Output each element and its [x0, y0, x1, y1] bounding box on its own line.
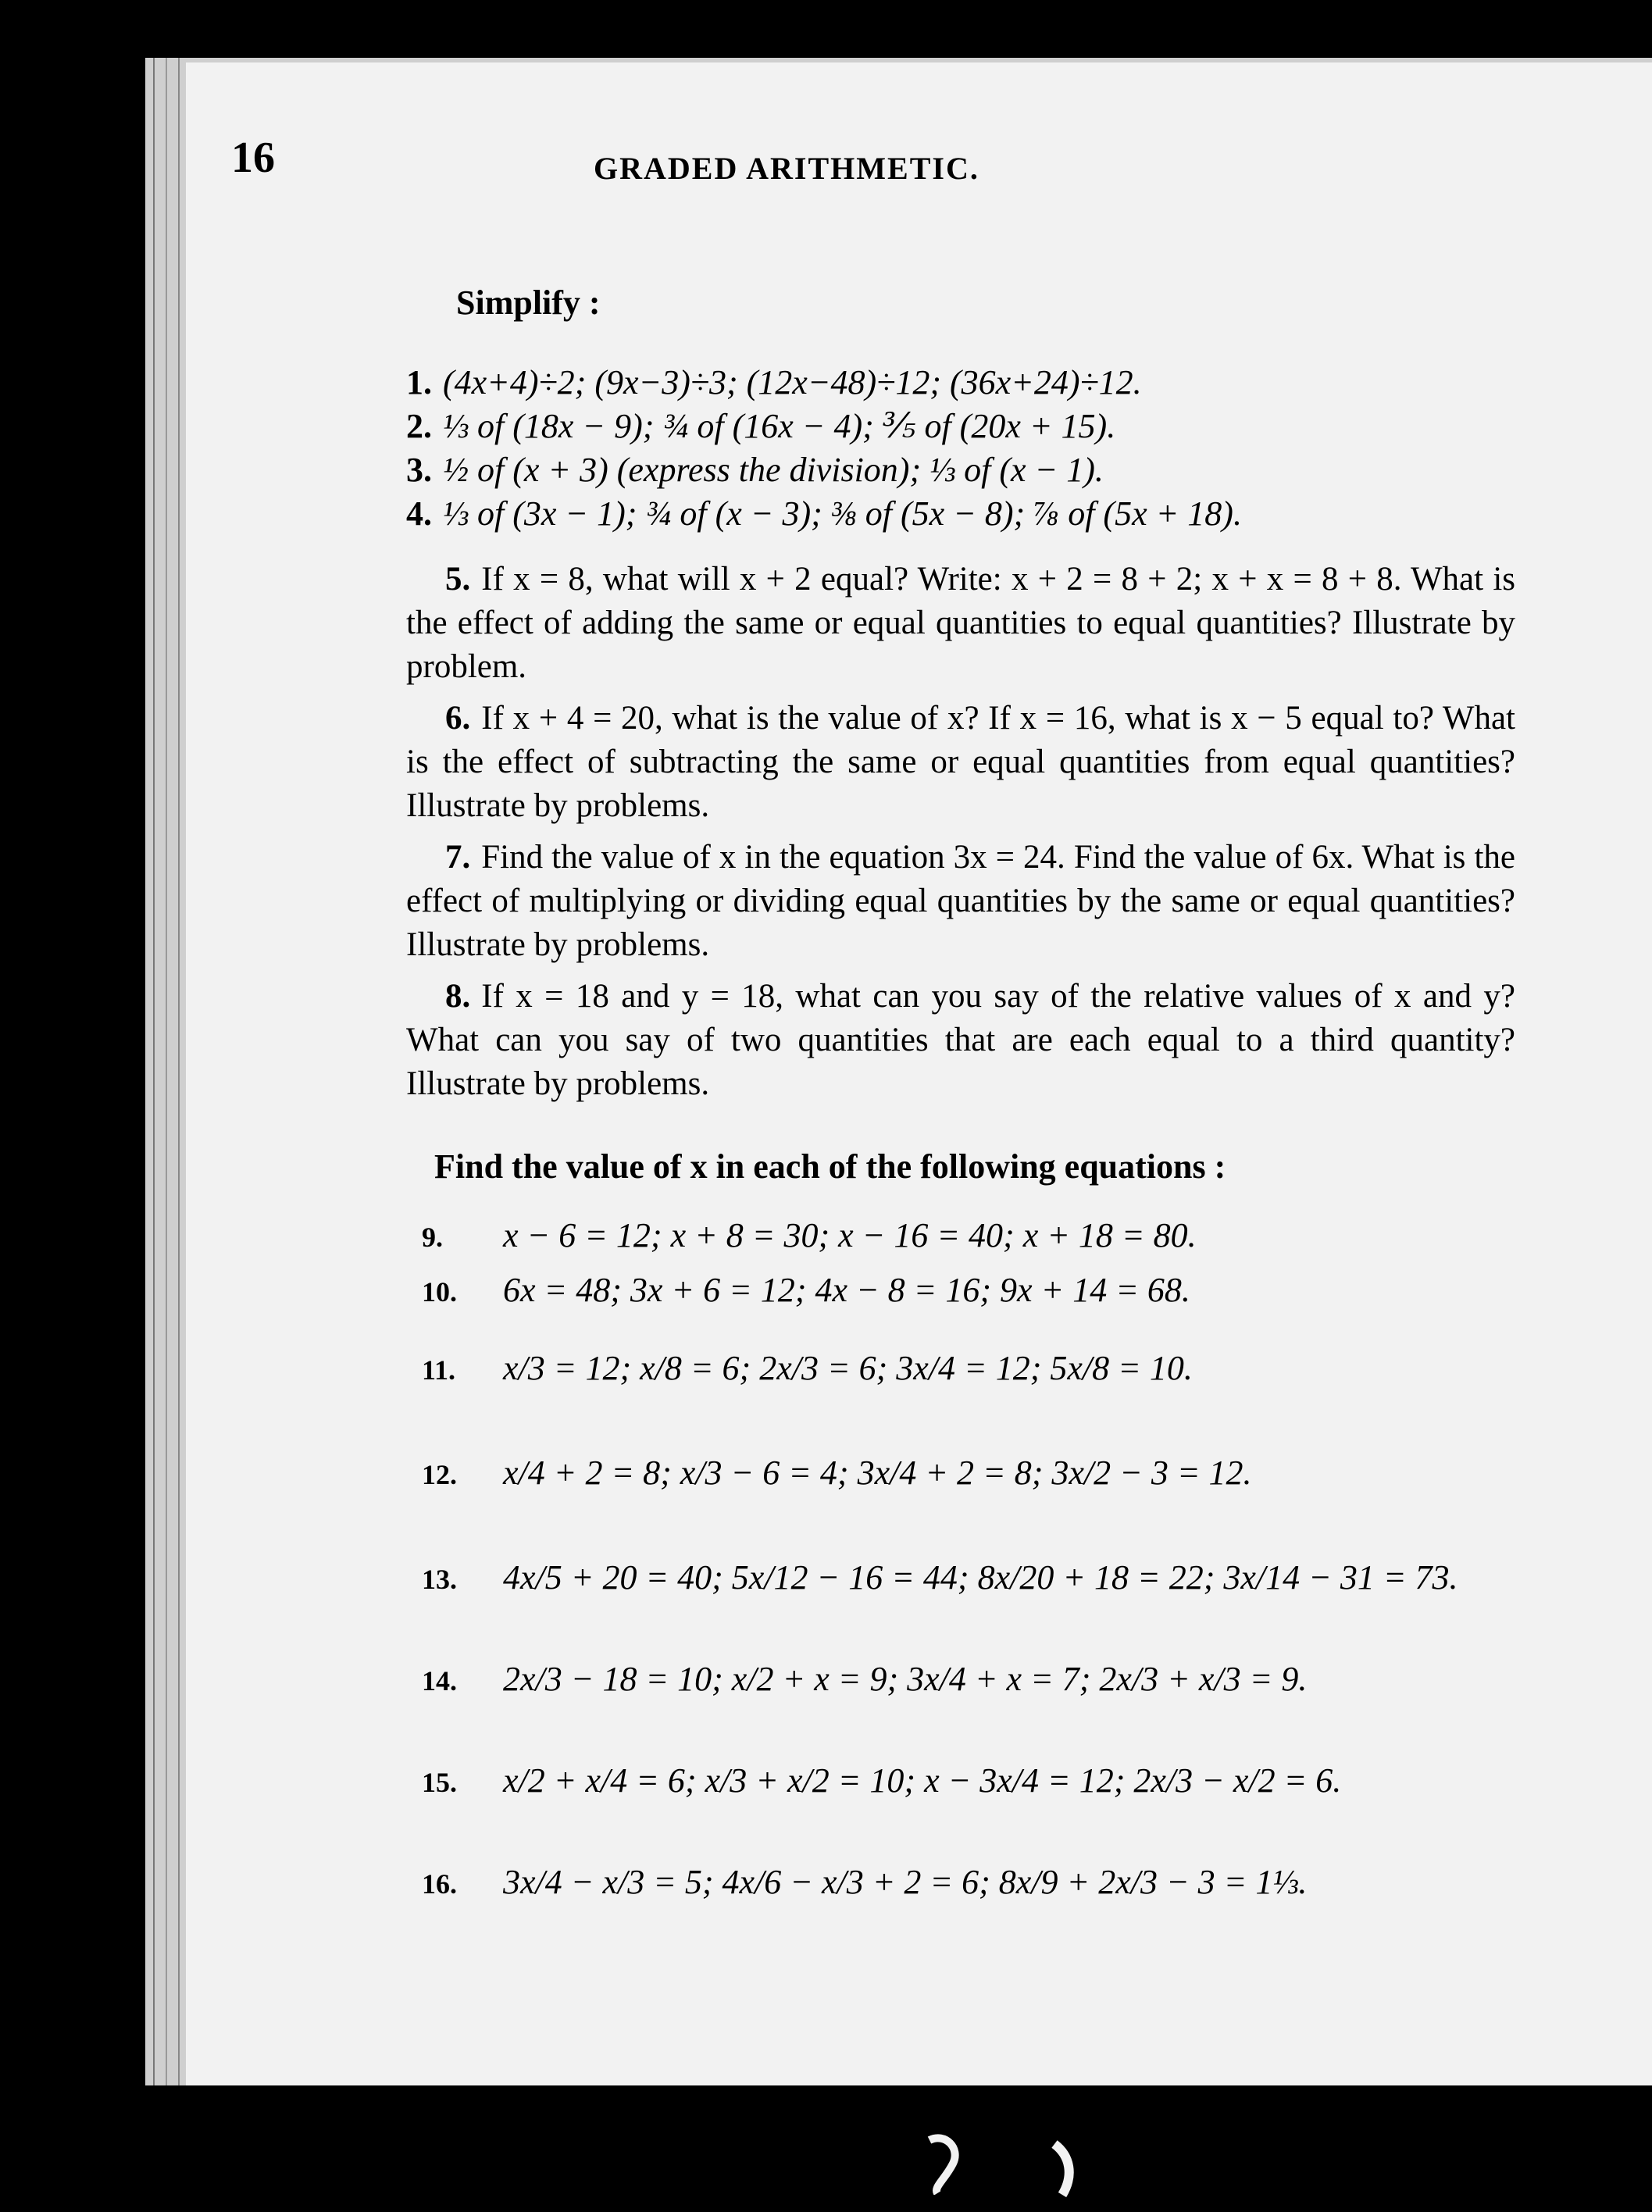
equation-text: x/3 = 12; x/8 = 6; 2x/3 = 6; 3x/4 = 12; 5x/8 = 10.: [503, 1349, 1193, 1387]
exercise-number: 1.: [406, 363, 432, 401]
equation-row-11: [422, 1348, 1193, 1388]
section-heading-simplify: Simplify :: [456, 284, 601, 322]
exercise-text: ⅓ of (18x − 9); ¾ of (16x − 4); ⅗ of (20x + 15).: [443, 407, 1116, 445]
exercise-2: [406, 405, 1531, 448]
exercise-3: [406, 448, 1531, 492]
equation-text: 3x/4 − x/3 = 5; 4x/6 − x/3 + 2 = 6; 8x/9 + 2x/3 − 3 = 1⅓.: [503, 1863, 1308, 1901]
equation-number: 11.: [422, 1354, 456, 1386]
equation-row-14: [422, 1659, 1307, 1699]
problem-number: 5.: [445, 561, 471, 598]
page-edge: [178, 58, 180, 2085]
page-edge: [166, 58, 167, 2085]
scan-smudge: [922, 2132, 969, 2195]
equation-text: 2x/3 − 18 = 10; x/2 + x = 9; 3x/4 + x = 7; 2x/3 + x/3 = 9.: [503, 1660, 1308, 1698]
exercise-number: 4.: [406, 494, 432, 533]
problem-6: [406, 697, 1515, 828]
running-head: GRADED ARITHMETIC.: [594, 151, 979, 186]
equation-text: x/2 + x/4 = 6; x/3 + x/2 = 10; x − 3x/4 = 12; 2x/3 − x/2 = 6.: [503, 1761, 1342, 1800]
equation-number: 10.: [422, 1276, 457, 1308]
problem-number: 8.: [445, 978, 471, 1015]
exercise-text: ⅓ of (3x − 1); ¾ of (x − 3); ⅜ of (5x − 8); ⅞ of (5x + 18).: [443, 494, 1242, 533]
equation-row-10: [422, 1270, 1190, 1310]
exercise-number: 3.: [406, 451, 432, 489]
equation-row-15: [422, 1761, 1341, 1800]
equation-text: 4x/5 + 20 = 40; 5x/12 − 16 = 44; 8x/20 + 18 = 22; 3x/14 − 31 = 73.: [503, 1558, 1458, 1597]
problem-number: 6.: [445, 700, 471, 737]
equation-number: 13.: [422, 1564, 457, 1595]
equation-number: 15.: [422, 1767, 457, 1798]
problem-5: [406, 558, 1515, 689]
problem-7: [406, 836, 1515, 967]
equation-text: 6x = 48; 3x + 6 = 12; 4x − 8 = 16; 9x + 14 = 68.: [503, 1271, 1190, 1309]
exercise-text: ½ of (x + 3) (express the division); ⅓ of (x − 1).: [443, 451, 1104, 489]
problem-number: 7.: [445, 839, 471, 876]
section-heading-equations: Find the value of x in each of the following equations :: [434, 1147, 1226, 1186]
equation-row-9: [422, 1215, 1197, 1255]
problem-text: If x = 8, what will x + 2 equal? Write: x + 2 = 8 + 2; x + x = 8 + 8. What is the effect of adding the same or equal quantities to equal quantities? Illustrate by problem.: [406, 561, 1515, 685]
equation-number: 12.: [422, 1459, 457, 1490]
exercise-text: (4x+4)÷2; (9x−3)÷3; (12x−48)÷12; (36x+24)÷12.: [443, 363, 1142, 401]
equation-row-16: [422, 1862, 1307, 1902]
exercise-number: 2.: [406, 407, 432, 445]
equation-number: 16.: [422, 1868, 457, 1900]
scan-smudge: [1039, 2140, 1086, 2203]
exercise-1: [406, 361, 1531, 405]
problem-text: If x + 4 = 20, what is the value of x? If x = 16, what is x − 5 equal to? What is the effect of subtracting the same or equal quantities from equal quantities? Illustrate by problems.: [406, 700, 1515, 824]
equation-text: x − 6 = 12; x + 8 = 30; x − 16 = 40; x + 18 = 80.: [503, 1216, 1197, 1254]
exercise-4: [406, 492, 1531, 536]
equation-row-13: [422, 1557, 1458, 1597]
equation-row-12: [422, 1453, 1252, 1493]
equation-text: x/4 + 2 = 8; x/3 − 6 = 4; 3x/4 + 2 = 8; 3x/2 − 3 = 12.: [503, 1454, 1252, 1492]
problem-text: Find the value of x in the equation 3x = 24. Find the value of 6x. What is the effect of multiplying or dividing equal quantities by the same or equal quantities? Illustrate by problems.: [406, 839, 1515, 963]
equation-number: 9.: [422, 1222, 443, 1253]
page-edge: [153, 58, 155, 2085]
problem-8: [406, 975, 1515, 1106]
equation-number: 14.: [422, 1665, 457, 1696]
problem-text: If x = 18 and y = 18, what can you say of the relative values of x and y? What can you say of two quantities that are each equal to a third quantity? Illustrate by problems.: [406, 978, 1515, 1102]
page-number: 16: [231, 134, 275, 182]
